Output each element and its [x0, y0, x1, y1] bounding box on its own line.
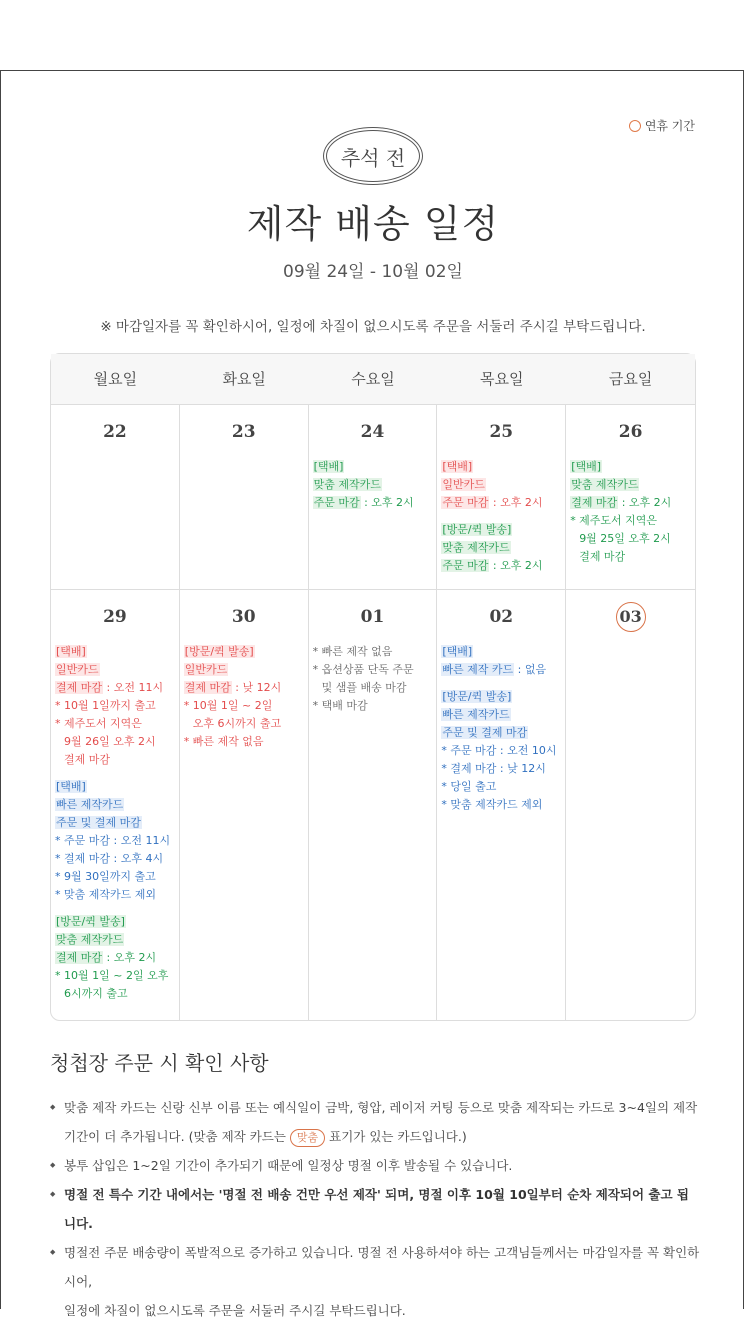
- line-text: * 당일 출고: [441, 780, 497, 793]
- note-text: 맞춤 제작 카드는 신랑 신부 이름 또는 예식일이 금박, 형압, 레이저 커팅 등으로 맞춤 제작되는 카드로 3~4일의 제작: [64, 1100, 698, 1115]
- note-item: [50, 1238, 700, 1296]
- legend: [629, 117, 695, 134]
- highlight-text: 주문 및 결제 마감: [56, 816, 141, 829]
- line-text: * 택배 마감: [312, 699, 368, 712]
- line-text: * 맞춤 제작카드 제외: [441, 798, 543, 811]
- schedule-line: [441, 706, 561, 724]
- schedule-line: [441, 557, 561, 575]
- order-notes-list: [50, 1093, 700, 1325]
- calendar-day: [437, 405, 566, 589]
- schedule-line: [441, 688, 561, 706]
- calendar-day: [309, 590, 438, 1020]
- line-text: 오후 6시까지 출고: [192, 717, 282, 730]
- line-text: 9월 25일 오후 2시: [579, 532, 671, 545]
- schedule-block: [55, 643, 175, 769]
- line-text: * 결제 마감 : 오후 4시: [55, 852, 164, 865]
- line-text: : 오후 2시: [103, 951, 157, 964]
- highlight-text: [택배]: [313, 460, 344, 473]
- schedule-line: [441, 760, 561, 778]
- calendar-day: [51, 405, 180, 589]
- schedule-line: [313, 661, 433, 679]
- schedule-block: [313, 643, 433, 715]
- line-text: * 주문 마감 : 오전 11시: [55, 834, 171, 847]
- highlight-text: 맞춤 제작카드: [56, 933, 124, 946]
- line-text: * 주문 마감 : 오전 10시: [441, 744, 557, 757]
- schedule-line: [184, 733, 304, 751]
- calendar-day: [180, 405, 309, 589]
- schedule-line: [441, 476, 561, 494]
- schedule-block: [313, 458, 433, 512]
- schedule-line: [570, 458, 691, 476]
- highlight-text: 빠른 제작카드: [56, 798, 124, 811]
- highlight-text: [택배]: [56, 780, 86, 793]
- line-text: * 결제 마감 : 낮 12시: [441, 762, 546, 775]
- schedule-block: [55, 778, 175, 904]
- schedule-line: [55, 643, 175, 661]
- schedule-block: [184, 643, 304, 751]
- schedule-line: [441, 724, 561, 742]
- line-text: : 오후 2시: [489, 496, 543, 509]
- section-title: 청첩장 주문 시 확인 사항: [50, 1051, 269, 1075]
- calendar-week-1: [51, 405, 695, 590]
- legend-label: 연휴 기간: [644, 119, 695, 133]
- schedule-frame: [0, 70, 744, 1318]
- note-text: 봉투 삽입은 1~2일 기간이 추가되기 때문에 일정상 명절 이후 발송될 수 있습니다.: [64, 1158, 513, 1173]
- line-text: 결제 마감: [64, 753, 111, 766]
- schedule-line: [55, 985, 175, 1003]
- line-text: : 낮 12시: [231, 681, 282, 694]
- highlight-text: [택배]: [571, 460, 602, 473]
- highlight-text: [택배]: [442, 460, 473, 473]
- line-text: * 제주도서 지역은: [55, 717, 142, 730]
- day-number: 22: [103, 422, 127, 442]
- line-text: * 제주도서 지역은: [570, 514, 658, 527]
- schedule-line: [313, 679, 433, 697]
- day-number: 29: [103, 607, 127, 627]
- schedule-line: [313, 458, 433, 476]
- schedule-line: [55, 850, 175, 868]
- custom-tag-pill: 맞춤: [290, 1129, 325, 1147]
- schedule-line: [55, 679, 175, 697]
- note-text: 일정에 차질이 없으시도록 주문을 서둘러 주시길 부탁드립니다.: [64, 1303, 406, 1318]
- schedule-line: [184, 643, 304, 661]
- badge: [323, 127, 423, 185]
- line-text: 9월 26일 오후 2시: [64, 735, 156, 748]
- highlight-text: 맞춤 제작카드: [442, 541, 510, 554]
- schedule-line: [55, 814, 175, 832]
- line-text: : 오후 2시: [618, 496, 672, 509]
- note-text: 표기가 있는 카드입니다.): [325, 1129, 467, 1144]
- highlight-text: 결제 마감: [56, 681, 103, 694]
- line-text: 6시까지 출고: [64, 987, 128, 1000]
- line-text: : 없음: [514, 663, 547, 676]
- schedule-line: [55, 778, 175, 796]
- highlight-text: 일반카드: [442, 478, 485, 491]
- badge-text: 추석 전: [326, 130, 420, 182]
- schedule-line: [55, 913, 175, 931]
- line-text: * 빠른 제작 없음: [312, 645, 393, 658]
- highlight-text: 주문 마감: [442, 496, 489, 509]
- schedule-line: [441, 539, 561, 557]
- schedule-line: [441, 521, 561, 539]
- highlight-text: [방문/퀵 발송]: [56, 915, 125, 928]
- line-text: : 오후 2시: [489, 559, 543, 572]
- schedule-block: [441, 458, 561, 512]
- schedule-line: [184, 697, 304, 715]
- highlight-text: 주문 마감: [442, 559, 489, 572]
- schedule-block: [441, 643, 561, 679]
- schedule-line: [55, 886, 175, 904]
- schedule-line: [55, 796, 175, 814]
- note-item-bold: [50, 1180, 700, 1238]
- calendar-day: [180, 590, 309, 1020]
- day-number: 25: [489, 422, 514, 442]
- schedule-line: [313, 476, 433, 494]
- schedule-line: [55, 715, 175, 733]
- line-text: * 맞춤 제작카드 제외: [55, 888, 156, 901]
- schedule-block: [441, 521, 561, 575]
- weekday-fri: 금요일: [608, 370, 653, 388]
- schedule-line: [313, 697, 433, 715]
- highlight-text: 빠른 제작 카드: [442, 663, 514, 676]
- weekday-wed: 수요일: [351, 370, 395, 388]
- schedule-line: [570, 548, 691, 566]
- schedule-line: [55, 751, 175, 769]
- schedule-calendar: [50, 353, 696, 1021]
- note-text: 기간이 더 추가됩니다. (맞춤 제작 카드는: [64, 1129, 290, 1144]
- highlight-text: 주문 마감: [313, 496, 360, 509]
- schedule-line: [55, 967, 175, 985]
- day-number: 30: [231, 607, 256, 627]
- date-range: 09월 24일 - 10월 02일: [283, 262, 463, 282]
- schedule-line: [55, 733, 175, 751]
- schedule-line: [313, 494, 433, 512]
- highlight-text: 일반카드: [56, 663, 99, 676]
- schedule-block: [570, 458, 691, 566]
- schedule-line: [441, 742, 561, 760]
- highlight-text: 주문 및 결제 마감: [442, 726, 528, 739]
- highlight-text: 결제 마감: [571, 496, 618, 509]
- highlight-text: 결제 마감: [56, 951, 103, 964]
- deadline-notice: ※ 마감일자를 꼭 확인하시어, 일정에 차질이 없으시도록 주문을 서둘러 주시길 부탁드립니다.: [100, 319, 646, 335]
- schedule-line: [441, 661, 561, 679]
- highlight-text: [방문/퀵 발송]: [442, 523, 512, 536]
- day-number: 24: [360, 422, 385, 442]
- highlight-text: [방문/퀵 발송]: [442, 690, 512, 703]
- calendar-header: [51, 354, 695, 405]
- day-number: 01: [360, 607, 385, 627]
- calendar-day: [566, 405, 695, 589]
- highlight-text: 일반카드: [184, 663, 228, 676]
- schedule-line: [55, 931, 175, 949]
- highlight-text: [택배]: [56, 645, 86, 658]
- schedule-block: [441, 688, 561, 814]
- schedule-line: [570, 494, 691, 512]
- line-text: : 오전 11시: [103, 681, 164, 694]
- schedule-line: [570, 530, 691, 548]
- calendar-week-2: [51, 590, 695, 1020]
- schedule-line: [570, 476, 691, 494]
- schedule-line: [441, 643, 561, 661]
- note-item-continuation: [50, 1296, 700, 1325]
- schedule-line: [55, 868, 175, 886]
- schedule-line: [441, 796, 561, 814]
- note-item: [50, 1093, 700, 1122]
- schedule-line: [55, 832, 175, 850]
- highlight-text: 맞춤 제작카드: [313, 478, 381, 491]
- day-number: 02: [489, 607, 514, 627]
- schedule-line: [184, 679, 304, 697]
- line-text: * 빠른 제작 없음: [183, 735, 264, 748]
- note-item: [50, 1151, 700, 1180]
- weekday-thu: 목요일: [480, 370, 524, 388]
- line-text: 및 샘플 배송 마감: [321, 681, 407, 694]
- highlight-text: 빠른 제작카드: [442, 708, 510, 721]
- schedule-line: [55, 661, 175, 679]
- schedule-line: [313, 643, 433, 661]
- highlight-text: 맞춤 제작카드: [571, 478, 639, 491]
- holiday-day-number: 03: [616, 602, 646, 632]
- calendar-day: [51, 590, 180, 1020]
- line-text: * 9월 30일까지 출고: [55, 870, 156, 883]
- schedule-block: [55, 913, 175, 1003]
- schedule-line: [55, 697, 175, 715]
- schedule-line: [441, 778, 561, 796]
- highlight-text: [택배]: [442, 645, 473, 658]
- calendar-day: [309, 405, 438, 589]
- holiday-circle-icon: [629, 120, 641, 132]
- schedule-line: [441, 494, 561, 512]
- schedule-line: [570, 512, 691, 530]
- line-text: : 오후 2시: [360, 496, 414, 509]
- schedule-line: [55, 949, 175, 967]
- day-number: 26: [618, 422, 643, 442]
- weekday-mon: 월요일: [93, 370, 138, 388]
- line-text: * 10월 1일 ~ 2일: [183, 699, 273, 712]
- note-text: 명절전 주문 배송량이 폭발적으로 증가하고 있습니다. 명절 전 사용하셔야 하는 고객님들께서는 마감일자를 꼭 확인하시어,: [64, 1245, 700, 1289]
- highlight-text: [방문/퀵 발송]: [184, 645, 254, 658]
- calendar-day: [566, 590, 695, 1020]
- calendar-day: [437, 590, 566, 1020]
- schedule-line: [184, 715, 304, 733]
- note-item-continuation: [50, 1122, 700, 1151]
- line-text: 결제 마감: [579, 550, 626, 563]
- line-text: * 10월 1일까지 출고: [55, 699, 156, 712]
- line-text: * 10월 1일 ~ 2일 오후: [55, 969, 169, 982]
- page-title: 제작 배송 일정: [246, 202, 500, 246]
- schedule-line: [441, 458, 561, 476]
- schedule-line: [184, 661, 304, 679]
- highlight-text: 결제 마감: [184, 681, 231, 694]
- weekday-tue: 화요일: [222, 370, 266, 388]
- note-text: 명절 전 특수 기간 내에서는 '명절 전 배송 건만 우선 제작' 되며, 명절 이후 10월 10일부터 순차 제작되어 출고 됩니다.: [64, 1187, 689, 1231]
- day-number: 23: [231, 422, 256, 442]
- line-text: * 옵션상품 단독 주문: [312, 663, 414, 676]
